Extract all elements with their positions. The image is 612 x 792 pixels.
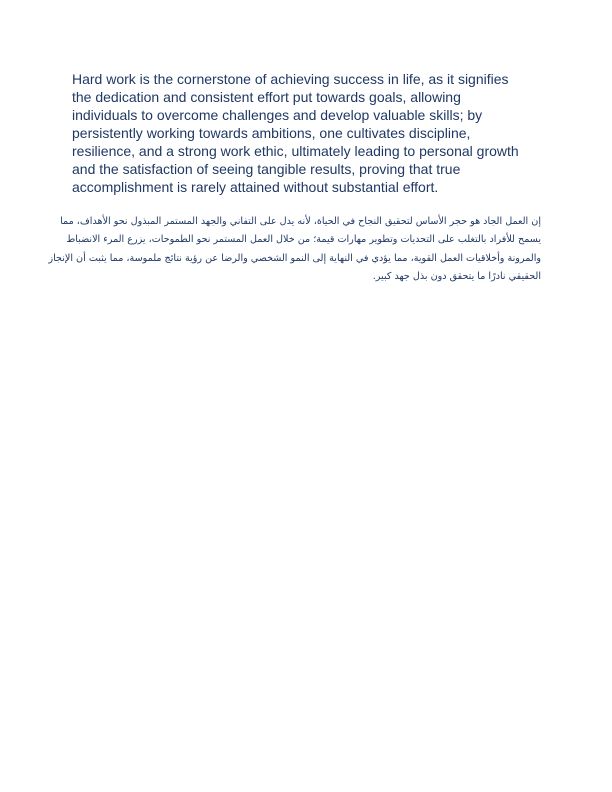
arabic-paragraph: إن العمل الجاد هو حجر الأساس لتحقيق النجاح في الحياة، لأنه يدل على التفاني والجهد المستمر المبذول نحو الأهداف، مما يسمح للأفراد بالتغلب على التحديات وتطوير مهارات قيمة؛ من خلال العمل المستمر نحو الطموحات، يزرع المرء الانضباط والمرونة وأخلاقيات العمل القوية، مما يؤدي في النهاية إلى النمو الشخصي والرضا عن رؤية نتائج ملموسة، مما يثبت أن الإنجاز الحقيقي نادرًا ما يتحقق دون بذل جهد كبير. xyxy=(48,216,541,283)
english-paragraph: Hard work is the cornerstone of achieving success in life, as it signifies the dedication and consistent effort put towards goals, allowing individuals to overcome challenges and develop valuable skills; by persistently working towards ambitions, one cultivates discipline, resilience, and a strong work ethic, ultimately leading to personal growth and the satisfaction of seeing tangible results, proving that true accomplishment is rarely attained without substantial effort. xyxy=(72,71,519,195)
